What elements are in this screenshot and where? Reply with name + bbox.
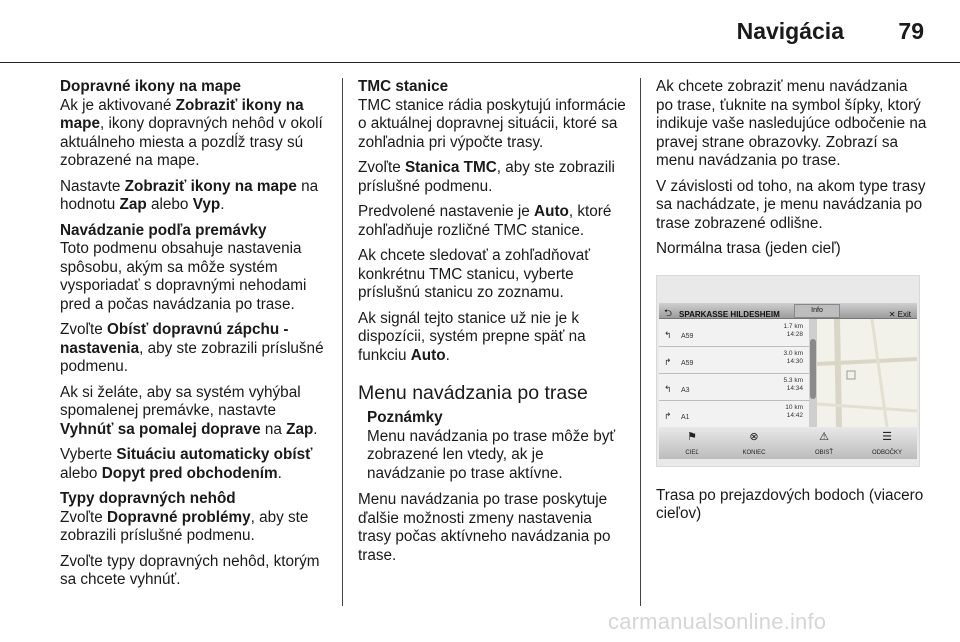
paragraph: Normálna trasa (jeden cieľ)	[656, 240, 841, 257]
column-divider	[640, 78, 641, 606]
watermark: carmanualsonline.info	[608, 609, 827, 634]
screenshot-route-guidance-menu	[656, 275, 920, 467]
paragraph: Ak chcete zobraziť menu navádzania po trase, ťuknite na symbol šípky, ktorý indikuje vaše nasledujúce odbočenie na pravej strane obrazovky. Zobrazí sa menu navádzania po trase.	[656, 78, 927, 169]
end-button[interactable]: ⊗ KONIEC	[729, 430, 779, 463]
column-2	[358, 78, 626, 572]
map-view[interactable]	[817, 319, 917, 427]
screen-bottombar	[659, 427, 917, 459]
road-name: A1	[681, 413, 690, 421]
turn-arrow-icon: ↰	[664, 329, 672, 340]
list-item[interactable]	[659, 400, 809, 428]
heading-traffic-icons: Dopravné ikony na mape	[60, 78, 242, 95]
paragraph: Predvolené nastavenie je Auto, ktoré zohľadňuje rozličné TMC stanice.	[358, 203, 612, 239]
list-item[interactable]	[659, 319, 809, 347]
column-1	[60, 78, 325, 597]
paragraph: Zvoľte Obísť dopravnú zápchu - nastavenia, aby ste zobrazili príslušné podmenu.	[60, 321, 324, 375]
detour-button[interactable]: ⚠ OBISŤ	[799, 430, 849, 463]
paragraph: Menu navádzania po trase poskytuje ďalšie možnosti zmeny nastavenia trasy počas aktívneho navádzania po trase.	[358, 491, 611, 564]
turns-button[interactable]: ☰ ODBOČKY	[862, 430, 912, 463]
screen-topbar	[659, 303, 917, 319]
paragraph: TMC stanice rádia poskytujú informácie o aktuálnej dopravnej situácii, ktoré sa zohľadnia pri výpočte trasy.	[358, 96, 626, 151]
info-button[interactable]: Info	[794, 304, 840, 318]
road-name: A59	[681, 359, 694, 367]
paragraph: Zvoľte Stanica TMC, aby ste zobrazili príslušné podmenu.	[358, 159, 615, 195]
scroll-thumb[interactable]	[810, 339, 816, 399]
column-divider	[342, 78, 343, 606]
paragraph: Nastavte Zobraziť ikony na mape na hodnotu Zap alebo Vyp.	[60, 177, 319, 213]
paragraph: Toto podmenu obsahuje nastavenia spôsobu, akým sa môže systém vysporiadať s dopravnými nehodami pred a počas navádzania po trase.	[60, 240, 307, 313]
heading-tmc: TMC stanice	[358, 78, 449, 95]
turn-list	[659, 319, 809, 427]
destination-button[interactable]: ⚑ CIEĽ	[667, 430, 717, 463]
distance-time: 1.7 km 14:28	[783, 322, 803, 338]
section-title: Menu navádzania po trase	[358, 382, 588, 404]
page-header	[0, 0, 960, 62]
paragraph: Vyberte Situáciu automaticky obísť alebo Dopyt pred obchodením.	[60, 446, 313, 482]
heading-traffic-guidance: Navádzanie podľa premávky	[60, 221, 267, 239]
paragraph: Ak si želáte, aby sa systém vyhýbal spomalenej premávke, nastavte Vyhnúť sa pomalej doprave na Zap.	[60, 383, 318, 438]
header-rule	[0, 62, 960, 63]
page-number: 79	[898, 18, 924, 44]
turn-arrow-icon: ↱	[664, 356, 672, 367]
finish-flag-icon: ⊗	[749, 430, 759, 443]
note	[358, 409, 626, 483]
paragraph: Ak chcete sledovať a zohľadňovať konkrétnu TMC stanicu, vyberte príslušnú stanicu zo zoznamu.	[358, 247, 590, 301]
turn-list-icon: ☰	[882, 430, 892, 443]
road-name: A59	[681, 332, 694, 340]
list-scrollbar[interactable]	[809, 319, 817, 427]
destination-title: SPARKASSE HILDESHEIM	[679, 309, 780, 319]
distance-time: 10 km 14:42	[785, 403, 803, 419]
list-item[interactable]	[659, 373, 809, 401]
column-3	[656, 78, 928, 531]
page-title: Navigácia	[736, 18, 844, 44]
paragraph: Ak je aktivované Zobraziť ikony na mape, ikony dopravných nehôd v okolí aktuálneho miesta a pozdĺž trasy sú zobrazené na mape.	[60, 96, 323, 169]
note-text: Menu navádzania po trase môže byť zobrazené len vtedy, ak je navádzanie po trase aktívne.	[367, 427, 616, 482]
note-title: Poznámky	[367, 409, 443, 426]
paragraph: V závislosti od toho, na akom type trasy sa nachádzate, je menu navádzania po trase zobrazené odlišne.	[656, 177, 926, 232]
exit-button[interactable]: ✕ Exit	[888, 309, 911, 319]
back-arrow-icon[interactable]: ⮌	[664, 307, 673, 319]
turn-arrow-icon: ↰	[664, 383, 672, 394]
paragraph: Zvoľte Dopravné problémy, aby ste zobrazili príslušné podmenu.	[60, 508, 309, 544]
list-item[interactable]	[659, 346, 809, 374]
warning-icon: ⚠	[819, 430, 829, 443]
paragraph: Ak signál tejto stanice už nie je k dispozícii, systém prepne späť na funkciu Auto.	[358, 309, 586, 364]
distance-time: 3.0 km 14:30	[783, 349, 803, 365]
paragraph: Zvoľte typy dopravných nehôd, ktorým sa chcete vyhnúť.	[60, 552, 320, 588]
paragraph: Trasa po prejazdových bodoch (viacero cieľov)	[656, 486, 924, 522]
infotainment-screen	[659, 303, 917, 459]
heading-incident-types: Typy dopravných nehôd	[60, 490, 236, 507]
road-name: A3	[681, 386, 690, 394]
distance-time: 5.3 km 14:34	[783, 376, 803, 392]
map-roads	[817, 319, 917, 427]
flag-icon: ⚑	[687, 430, 697, 443]
turn-arrow-icon: ↱	[664, 410, 672, 421]
